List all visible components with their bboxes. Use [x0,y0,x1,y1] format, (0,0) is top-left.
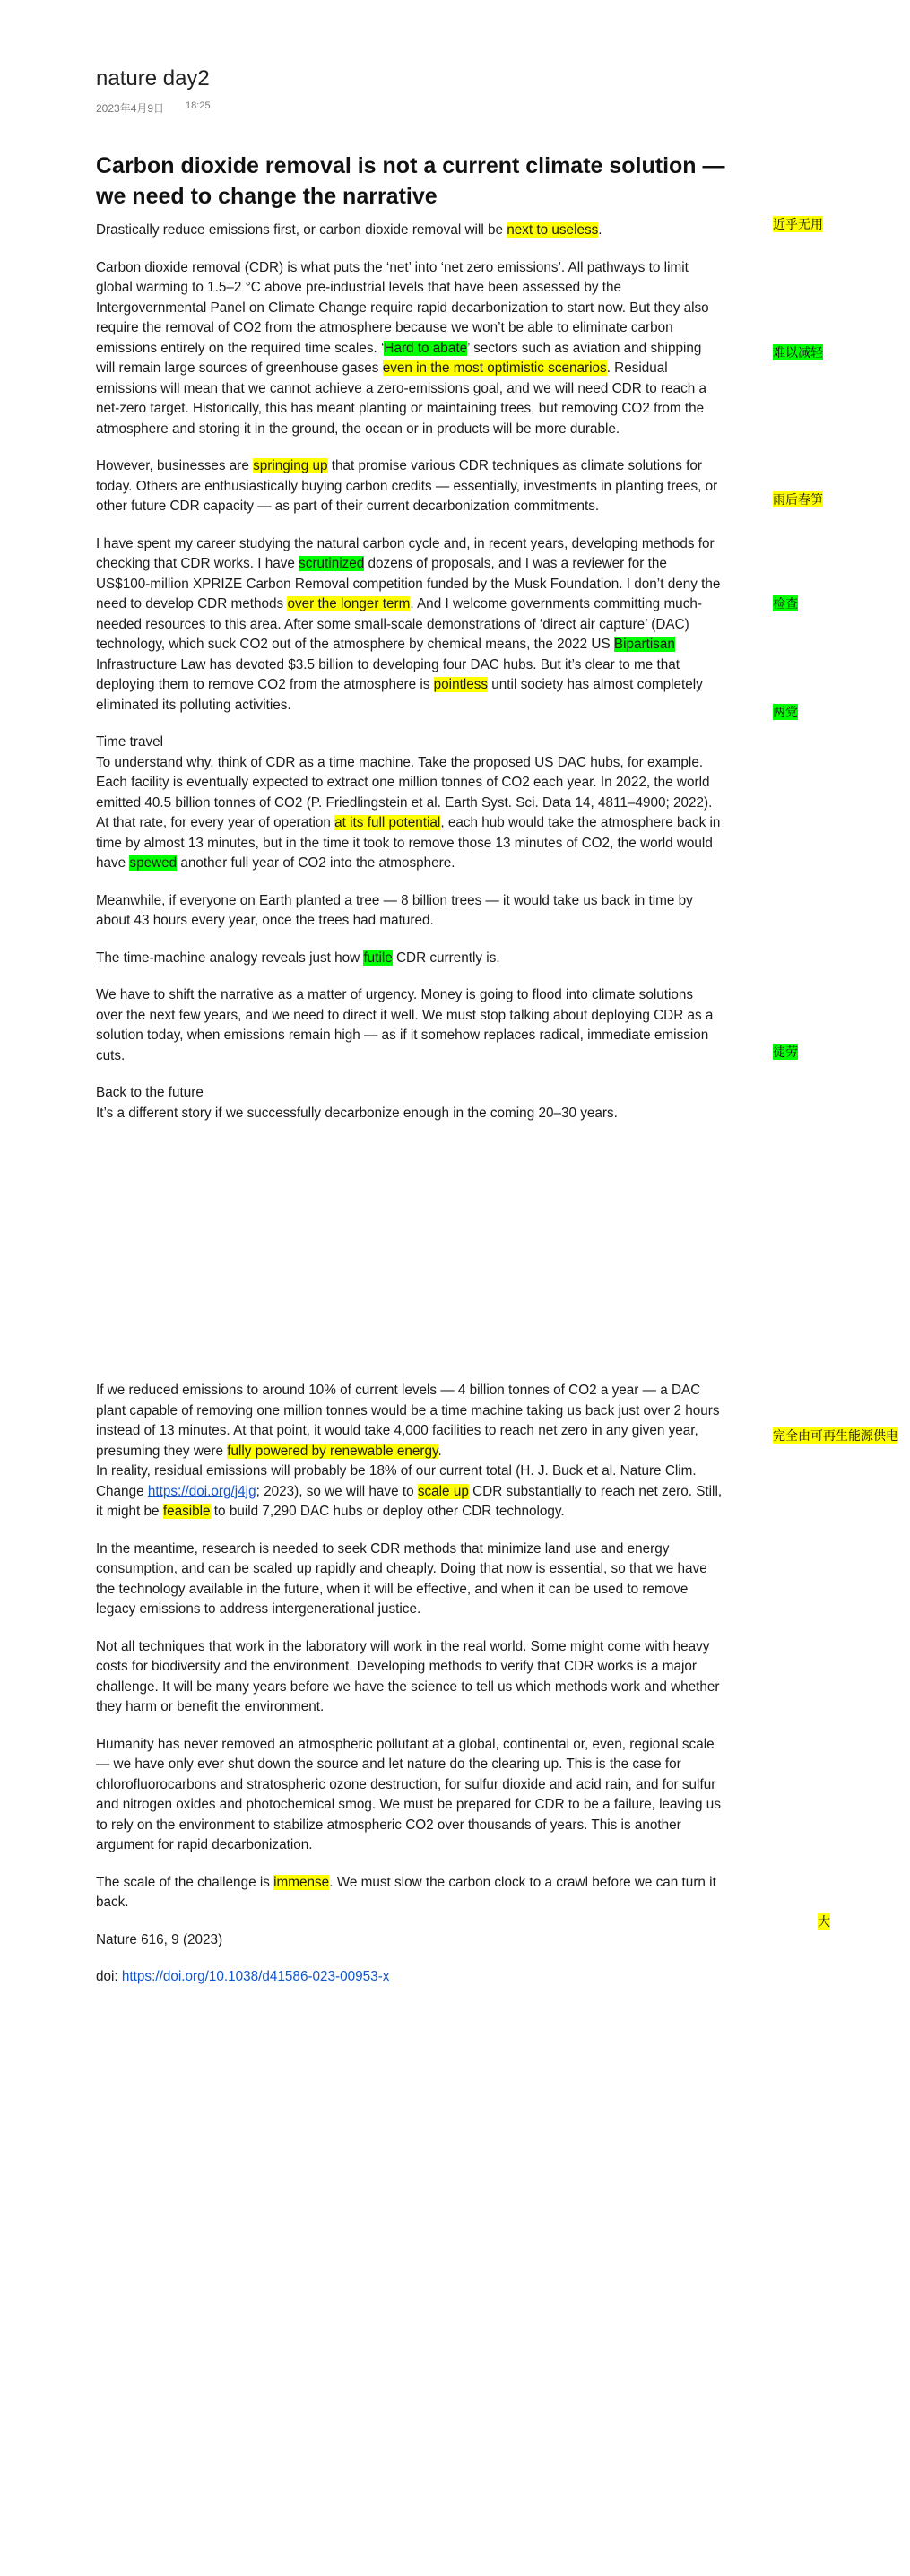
highlight: immense [273,1874,330,1890]
margin-note[interactable]: 近乎无用 [773,217,823,231]
paragraph: Humanity has never removed an atmospheric pollutant at a global, continental or, even, regional scale — we have only ever shut down the source and let nature do the clearing up. This is the case for chlorofluorocarbons and stratospheric ozone destruction, for sulfur dioxide and acid rain, and for sulfur and nitrogen oxides and photochemical smog. We must be prepared for CDR to be a failure, leaving us to rely on the environment to stabilize atmospheric CO2 over thousands of years. This is another argument for rapid decarbonization. [96,1736,721,1852]
highlight: feasible [162,1504,211,1519]
document-time: 18:25 [186,100,211,111]
margin-note[interactable]: 大 [818,1914,830,1929]
highlight: over the longer term [287,596,411,611]
highlight: next to useless [507,222,599,238]
margin-note[interactable]: 完全由可再生能源供电 [773,1428,898,1443]
margin-note[interactable]: 徒劳 [773,1045,798,1059]
highlight: scrutinized [299,556,365,571]
article-body-part-2 [96,1381,724,2005]
highlight: fully powered by renewable energy [227,1443,438,1459]
paragraph: Meanwhile, if everyone on Earth planted a tree — 8 billion trees — it would take us back in time by about 43 hours every year, once the trees had matured. [96,892,693,928]
highlight: pointless [433,677,489,692]
paragraph: Back to the future It’s a different story if we successfully decarbonize enough in the coming 20–30 years. [96,1085,618,1121]
paragraph: The scale of the challenge is immense. We must slow the carbon clock to a crawl before we can turn it back. [96,1874,716,1910]
paragraph: In the meantime, research is needed to seek CDR methods that minimize land use and energy consumption, and can be scaled up rapidly and cheaply. Doing that now is essential, so that we have the technology available in the future, when it will be effective, and when it can be used to remove legacy emissions to address intergenerational justice. [96,1540,707,1617]
paragraph: We have to shift the narrative as a matter of urgency. Money is going to flood into climate solutions over the next few years, and we need to direct it well. We must stop talking about deploying CDR as a solution today, when emissions remain high — as if it somehow replaces radical, immediate emission cuts. [96,987,714,1063]
article-title: Carbon dioxide removal is not a current climate solution — we need to change the narrative [96,153,725,209]
highlight: springing up [253,458,328,473]
document-title: nature day2 [96,66,210,91]
margin-note[interactable]: 检查 [773,596,798,611]
highlight: at its full potential [334,815,441,830]
paragraph: However, businesses are springing up that promise various CDR techniques as climate solutions for today. Others are enthusiastically buying carbon credits — essentially, investments in planting trees, or other future CDR capacity — as part of their current decarbonization commitments. [96,458,718,514]
document-date: 2023年4月9日 [96,102,165,115]
section-heading: Time travel [96,734,164,750]
paragraph: I have spent my career studying the natural carbon cycle and, in recent years, developing methods for checking that CDR works. I have scrutinized dozens of proposals, and I was a reviewer for the US$100-million XPRIZE Carbon Removal competition funded by the Musk Foundation. I don’t deny the need to develop CDR methods over the longer term. And I welcome governments committing much-needed resources to this area. After some small-scale demonstrations of ‘direct air capture’ (DAC) technology, which suck CO2 out of the atmosphere by chemical means, the 2022 US Bipartisan Infrastructure Law has devoted $3.5 billion to developing four DAC hubs. But it’s clear to me that deploying them to remove CO2 from the atmosphere is pointless until society has almost completely eliminated its polluting activities. [96,535,721,713]
section-heading: Back to the future [96,1085,204,1100]
highlight: Bipartisan [613,637,675,652]
doi-link[interactable]: https://doi.org/10.1038/d41586-023-00953-x [121,1969,390,1984]
article-body-part-1 [96,221,724,1141]
highlight: scale up [417,1483,469,1499]
highlight: even in the most optimistic scenarios [382,360,607,376]
lead-paragraph: Drastically reduce emissions first, or carbon dioxide removal will be next to useless. [96,222,602,238]
highlight: Hard to abate [384,340,468,356]
margin-note[interactable]: 难以减轻 [773,345,823,360]
paragraph: The time-machine analogy reveals just how futile CDR currently is. [96,950,500,966]
paragraph: Time travel To understand why, think of CDR as a time machine. Take the proposed US DAC hubs, for example. Each facility is eventually expected to extract one million tonnes of CO2 each year. In 2022, the world emitted 40.5 billion tonnes of CO2 (P. Friedlingstein et al. Earth Syst. Sci. Data 14, 4811–4900; 2022). At that rate, for every year of operation at its full potential, each hub would take the atmosphere back in time by almost 13 minutes, but in the time it took to remove those 13 minutes of CO2, the world would have spewed another full year of CO2 into the atmosphere. [96,734,721,871]
paragraph: Not all techniques that work in the laboratory will work in the real world. Some might come with heavy costs for biodiversity and the environment. Developing methods to verify that CDR works is a major challenge. It will be many years before we have the science to tell us which methods work and whether they harm or benefit the environment. [96,1638,720,1714]
reference-link[interactable]: https://doi.org/j4jg [147,1483,256,1499]
paragraph: Carbon dioxide removal (CDR) is what puts the ‘net’ into ‘net zero emissions’. All pathways to limit global warming to 1.5–2 °C above pre-industrial levels that have been assessed by the Intergovernmental Panel on Climate Change require rapid decarbonization to start now. But they also require the removal of CO2 from the atmosphere because we won’t be able to eliminate carbon emissions entirely on the required time scales. ‘Hard to abate’ sectors such as aviation and shipping will remain large sources of greenhouse gases even in the most optimistic scenarios. Residual emissions will mean that we cannot achieve a zero-emissions goal, and we will need CDR to reach a net-zero target. Historically, this has meant planting or maintaining trees, but removing CO2 from the atmosphere and storing it in the ground, the ocean or in products will be more durable. [96,259,709,437]
paragraph: If we reduced emissions to around 10% of current levels — 4 billion tonnes of CO2 a year — a DAC plant capable of removing one million tonnes would be a time machine taking us back just over 2 hours instead of 13 minutes. At that point, it would take 4,000 facilities to reach net zero in any given year, presuming they were fully powered by renewable energy. In reality, residual emissions will probably be 18% of our current total (H. J. Buck et al. Nature Clim. Change https://doi.org/j4jg; 2023), so we will have to scale up CDR substantially to reach net zero. Still, it might be feasible to build 7,290 DAC hubs or deploy other CDR technology. [96,1383,723,1519]
highlight: spewed [129,855,178,871]
document-meta [96,100,211,116]
highlight: futile [363,950,393,966]
citation: Nature 616, 9 (2023) [96,1931,223,1947]
margin-note[interactable]: 雨后春笋 [773,492,823,507]
margin-note[interactable]: 两党 [773,705,798,719]
doi-line: doi: https://doi.org/10.1038/d41586-023-00953-x [96,1969,390,1984]
